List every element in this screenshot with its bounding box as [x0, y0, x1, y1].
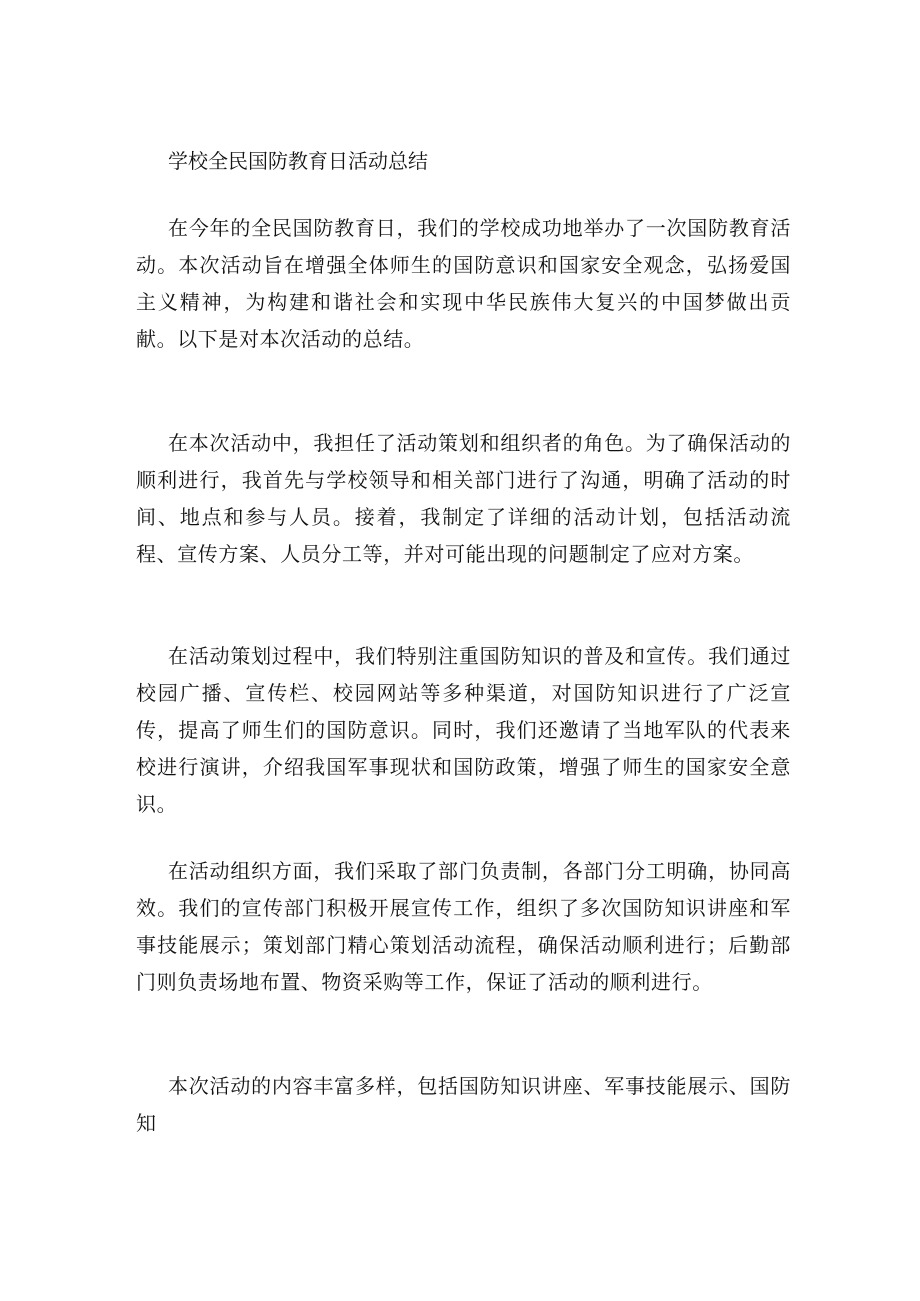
paragraph-3: 在活动策划过程中，我们特别注重国防知识的普及和宣传。我们通过校园广播、宣传栏、校园网站等多种渠道，对国防知识进行了广泛宣传，提高了师生们的国防意识。同时，我们还邀请了当地军队的代表来校进行演讲，介绍我国军事现状和国防政策，增强了师生的国家安全意识。 [136, 644, 791, 816]
paragraph-2: 在本次活动中，我担任了活动策划和组织者的角色。为了确保活动的顺利进行，我首先与学校领导和相关部门进行了沟通，明确了活动的时间、地点和参与人员。接着，我制定了详细的活动计划，包括活动流程、宣传方案、人员分工等，并对可能出现的问题制定了应对方案。 [136, 431, 791, 566]
paragraph-5: 本次活动的内容丰富多样，包括国防知识讲座、军事技能展示、国防知 [136, 1074, 791, 1135]
paragraph-1: 在今年的全民国防教育日，我们的学校成功地举办了一次国防教育活动。本次活动旨在增强全体师生的国防意识和国家安全观念，弘扬爱国主义精神，为构建和谐社会和实现中华民族伟大复兴的中国梦做出贡献。以下是对本次活动的总结。 [136, 216, 791, 351]
document-title: 学校全民国防教育日活动总结 [168, 149, 428, 173]
paragraph-4: 在活动组织方面，我们采取了部门负责制，各部门分工明确，协同高效。我们的宣传部门积极开展宣传工作，组织了多次国防知识讲座和军事技能展示；策划部门精心策划活动流程，确保活动顺利进行；后勤部门则负责场地布置、物资采购等工作，保证了活动的顺利进行。 [136, 859, 791, 994]
